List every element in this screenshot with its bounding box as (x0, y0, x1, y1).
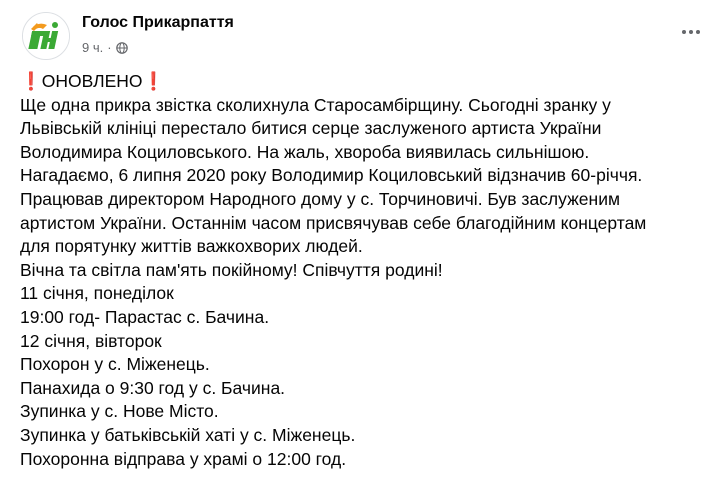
post-body (20, 94, 720, 472)
post-line: для порятунку життів важкохворих людей. (20, 236, 363, 257)
post-line: Панахида о 9:30 год у с. Бачина. (20, 377, 286, 398)
post-line: Працював директором Народного дому у с. Торчиновичі. Був заслуженим (20, 188, 620, 209)
post-line: 19:00 год- Парастас с. Бачина. (20, 306, 270, 327)
post-header (16, 10, 712, 60)
post-line: Зупинка у с. Нове Місто. (20, 401, 219, 422)
post-line: Похоронна відправа у храмі о 12:00 год. (20, 448, 347, 469)
post-line: артистом України. Останнім часом присвячував себе благодійним концертам (20, 212, 647, 233)
post-time[interactable]: 9 ч. (82, 40, 104, 55)
post-line: 12 січня, вівторок (20, 330, 162, 351)
exclamation-emoji-icon: ❗ (142, 71, 165, 91)
meta-separator: · (107, 40, 112, 55)
post-line: Львівській клініці перестало битися серце заслуженого артиста України (20, 118, 602, 139)
post-line: Вічна та світла пам'ять покійному! Співчуття родині! (20, 259, 443, 280)
post-line: Зупинка у батьківській хаті у с. Міженець. (20, 424, 356, 445)
post-line: Володимира Коциловського. На жаль, хвороба виявилась сильнішою. (20, 141, 590, 162)
avatar[interactable] (22, 12, 70, 60)
page-name[interactable]: Голос Прикарпаття (82, 14, 234, 31)
post-line: Похорон у с. Міженець. (20, 354, 210, 375)
post-line: Ще одна прикра звістка сколихнула Старосамбірщину. Сьогодні зранку у (20, 94, 611, 115)
post-meta (82, 40, 128, 55)
globe-icon[interactable] (116, 42, 128, 54)
post-text (20, 70, 720, 471)
more-options-icon[interactable] (676, 20, 706, 44)
post-line: 11 січня, понеділок (20, 283, 174, 304)
post-title-text: ОНОВЛЕНО (41, 71, 143, 91)
page-logo (23, 13, 69, 59)
post-line: Нагадаємо, 6 липня 2020 року Володимир Коциловський відзначив 60-річчя. (20, 165, 643, 186)
exclamation-emoji-icon: ❗ (20, 71, 42, 91)
post-title (20, 70, 720, 94)
